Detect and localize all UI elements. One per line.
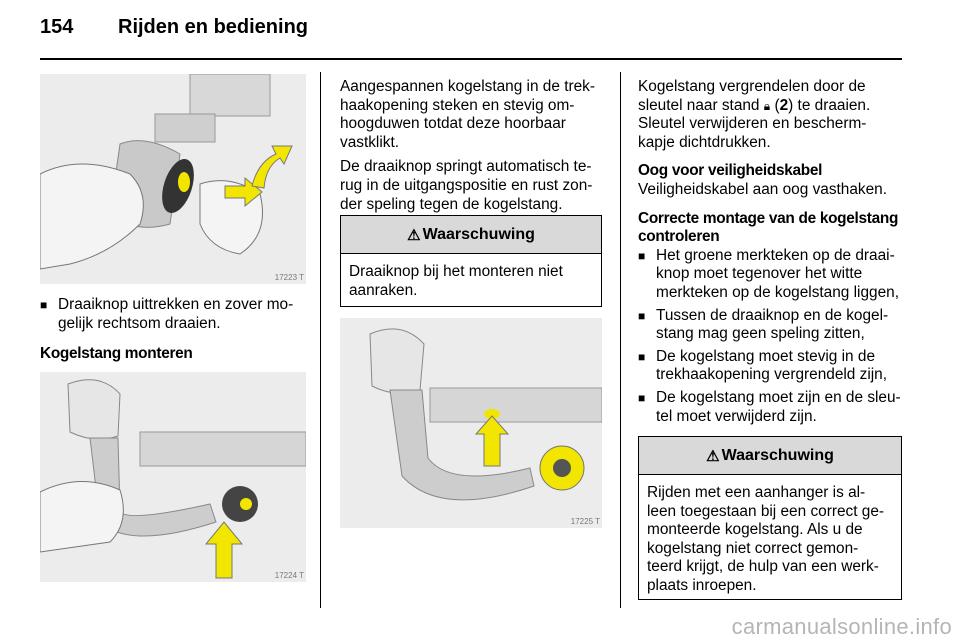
key-lock-icon: 🔒︎ xyxy=(763,98,771,113)
illustration-ball-bar-insert xyxy=(40,372,306,582)
warning-title: Waarschuwing xyxy=(721,446,834,464)
warning-header xyxy=(341,216,601,254)
bullet-text: Draaiknop uittrekken en zover mo-gelijk rechtsom draaien. xyxy=(58,296,294,332)
column-2-text xyxy=(340,78,602,220)
watermark: carmanualsonline.info xyxy=(731,614,952,639)
bullet-square-icon: ■ xyxy=(638,349,646,364)
warning-header xyxy=(639,437,901,475)
section-heading-kogelstang-monteren: Kogelstang monteren xyxy=(40,345,193,363)
column-divider-2 xyxy=(620,72,621,608)
column-3-text xyxy=(638,78,902,426)
paragraph: De draaiknop springt automatisch te-rug in de uitgangspositie en rust zon-der speling tegen de kogelstang. xyxy=(340,158,593,213)
warning-title: Waarschuwing xyxy=(422,225,535,243)
page-number: 154 xyxy=(40,16,74,38)
header-rule xyxy=(40,58,902,60)
list-item xyxy=(40,296,310,333)
warning-box-draaiknop xyxy=(340,215,602,307)
list-item: ■ De kogelstang moet stevig in de trekhaakopening vergrendeld zijn, xyxy=(638,347,888,384)
column-1-text xyxy=(40,296,310,370)
lock-position-number: 2 xyxy=(779,96,789,114)
warning-text: Rijden met een aanhanger is al-leen toegestaan bij een correct ge-monteerde kogelstang. Als u de kogelstang niet correct gemon-teerd krijgt, de hulp van een werk-plaats inroepen. xyxy=(647,484,884,594)
illustration-hand-knob xyxy=(40,74,306,284)
warning-triangle-icon: ⚠ xyxy=(706,447,720,465)
warning-triangle-icon: ⚠ xyxy=(407,226,421,244)
figure-number: 17225 T xyxy=(570,517,600,526)
paragraph: Aangespannen kogelstang in de trek-haakopening steken en stevig om-hoogduwen totdat deze hoorbaar vastklikt. xyxy=(340,78,595,151)
illustration-ball-bar-locked xyxy=(340,318,602,528)
list-item: ■ De kogelstang moet zijn en de sleu-tel moet verwijderd zijn. xyxy=(638,388,901,425)
column-divider-1 xyxy=(320,72,321,608)
section-heading-oog: Oog voor veiligheidskabel xyxy=(638,162,823,180)
bullet-square-icon: ■ xyxy=(638,390,646,405)
list-item: ■ Tussen de draaiknop en de kogel-stang mag geen speling zitten, xyxy=(638,306,889,343)
paragraph-vergrendelen: Kogelstang vergrendelen door de sleutel naar stand 🔒︎ (2) te draaien. Sleutel verwijderen en bescherm-kapje dichtdrukken. xyxy=(638,78,871,151)
warning-text: Draaiknop bij het monteren niet aanraken. xyxy=(349,263,563,299)
figure-kogelstang-monteren xyxy=(40,372,306,582)
figure-number: 17224 T xyxy=(274,571,304,580)
warning-box-aanhanger xyxy=(638,436,902,600)
figure-draaiknop-uittrekken xyxy=(40,74,306,284)
section-heading-correcte-montage: Correcte montage van de kogelstang controleren xyxy=(638,209,899,246)
bullet-square-icon: ■ xyxy=(40,298,48,312)
bullet-square-icon: ■ xyxy=(638,248,646,263)
list-item: ■ Het groene merkteken op de draai-knop moet tegenover het witte merkteken op de kogelstang liggen, xyxy=(638,246,899,301)
page-header xyxy=(40,16,308,39)
page-title: Rijden en bediening xyxy=(118,16,309,38)
figure-number: 17223 T xyxy=(274,273,304,282)
figure-kogelstang-vastgeklikt xyxy=(340,318,602,528)
paragraph: Veiligheidskabel aan oog vasthaken. xyxy=(638,180,888,198)
bullet-square-icon: ■ xyxy=(638,308,646,323)
